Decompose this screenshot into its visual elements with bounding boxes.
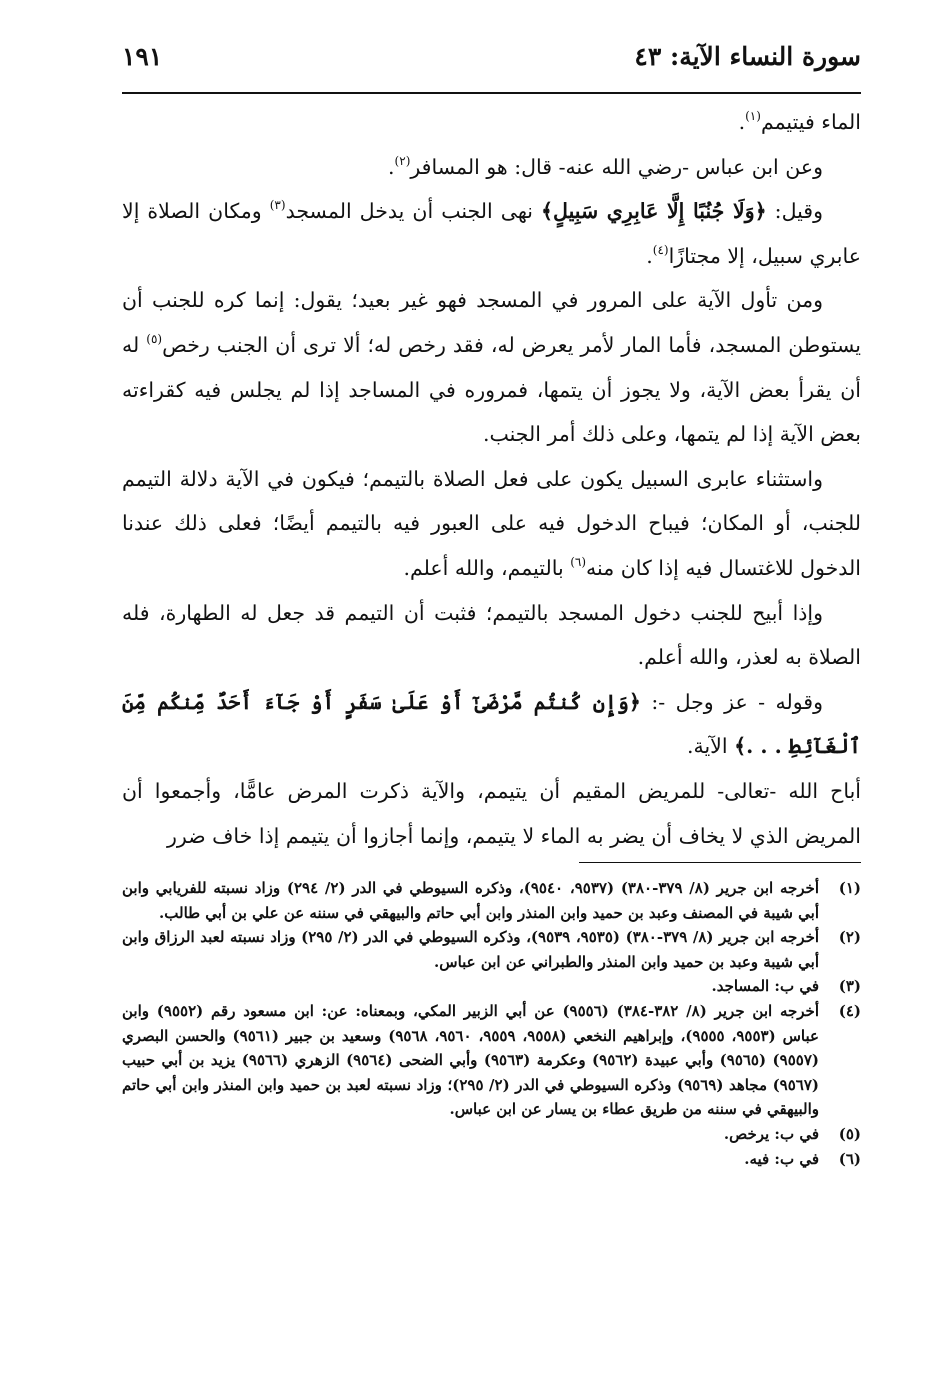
running-title: سورة النساء الآية: ٤٣: [634, 42, 861, 71]
main-text: [122, 100, 861, 858]
paragraph-3: وقيل: ﴿وَلَا جُنُبًا إِلَّا عَابِرِي سَبِيلٍ﴾ نهى الجنب أن يدخل المسجد$^{(٣)}$ ومكان الصلاة إلا عابري سبيل، إلا مجتازًا$^{(٤)}$.: [122, 198, 861, 268]
footnote-6: (٦) في ب: فيه.: [744, 1149, 861, 1168]
paragraph-5: واستثناء عابرى السبيل يكون على فعل الصلاة بالتيمم؛ فيكون في الآية دلالة التيمم للجنب، أو المكان؛ فيباح الدخول فيه على العبور فيه بالتيمم أيضًا؛ فعلى ذلك عندنا الدخول للاغتسال فيه إذا كان منه$^{(٦)}$ بالتيمم، والله أعلم.: [122, 466, 861, 580]
paragraph-2: وعن ابن عباس -رضي الله عنه- قال: هو المسافر$^{(٢)}$.: [388, 153, 823, 179]
footnote-ref: (١): [745, 109, 761, 123]
page-header: [122, 38, 861, 88]
footnote-4: (٤) أخرجه ابن جرير (٨/ ٣٨٢-٣٨٤) (٩٥٥٦) عن أبي الزبير المكي، وبمعناه: عن: ابن مسعود رقم (٩٥٥٢) وابن عباس (٩٥٥٣، ٩٥٥٥)، وإبراهيم النخعي (٩٥٥٨، ٩٥٥٩، ٩٥٦٠، ٩٥٦٨) وسعيد بن جبير (٩٥٦١) والحسن البصري (٩٥٥٧) (٩٥٦٥) وأبي عبيدة (٩٥٦٢) وعكرمة (٩٥٦٣) وأبي الضحى (٩٥٦٤) الزهري (٩٥٦٦) يزيد بن أبي حبيب (٩٥٦٧) مجاهد (٩٥٦٩) وذكره السيوطي في الدر (٢/ ٢٩٥)؛ وزاد نسبته لعبد بن حميد وابن المنذر وابن أبي حاتم والبيهقي في سننه من طريق عطاء بن يسار عن ابن عباس.: [122, 1001, 861, 1119]
paragraph-7: وقوله - عز وجل -: ﴿وَإِن كُنتُم مَّرْضَىٰٓ أَوْ عَلَىٰ سَفَرٍ أَوْ جَآءَ أَحَدٌ مِّنكُم مِّنَ ٱلْغَآئِطِ . . .﴾ الآية.: [122, 689, 861, 759]
footnote-3: (٣) في ب: المساجد.: [711, 977, 861, 996]
footnote-ref: (٦): [570, 554, 587, 569]
footnote-ref: (٢): [394, 153, 411, 168]
footnote-5: (٥) في ب: يرخص.: [723, 1124, 861, 1143]
paragraph-4: ومن تأول الآية على المرور في المسجد فهو غير بعيد؛ يقول: إنما كره للجنب أن يستوطن المسجد، فأما المار لأمر يعرض له، فقد رخص له؛ ألا ترى أن الجنب رخص$^{(٥)}$ له أن يقرأ بعض الآية، ولا يجوز أن يتمها، فمروره في المساجد إذا لم يجلس فيه كقراءته بعض الآية إذا لم يتمها، وعلى ذلك أمر الجنب.: [122, 288, 861, 447]
footnote-rule: [579, 862, 861, 863]
page-number: ١٩١: [122, 42, 163, 71]
footnotes: [122, 876, 861, 1171]
paragraph-1: الماء فيتيمم$^{(١)}$.: [738, 109, 861, 134]
quran-verse: ﴿وَلَا جُنُبًا إِلَّا عَابِرِي سَبِيلٍ﴾: [541, 199, 767, 224]
paragraph-6: وإذا أبيح للجنب دخول المسجد بالتيمم؛ فثبت أن التيمم قد جعل له الطهارة، فله الصلاة به لعذر، والله أعلم.: [122, 600, 861, 670]
header-rule: [122, 92, 861, 94]
footnote-ref: (٣): [269, 198, 286, 213]
footnote-ref: (٤): [652, 242, 669, 257]
footnote-2: (٢) أخرجه ابن جرير (٨/ ٣٧٩-٣٨٠) (٩٥٣٥، ٩٥٣٩)، وذكره السيوطي في الدر (٢/ ٢٩٥) وزاد نسبته لعبد الرزاق وابن أبي شيبة وعبد بن حميد وابن المنذر والطبراني عن ابن عباس.: [122, 928, 861, 971]
footnote-1: (١) أخرجه ابن جرير (٨/ ٣٧٩-٣٨٠) (٩٥٣٧، ٩٥٤٠)، وذكره السيوطي في الدر (٢/ ٢٩٤) وزاد نسبته للفريابي وابن أبي شيبة في المصنف وعبد بن حميد وابن المنذر وابن أبي حاتم والبيهقي في سننه عن علي بن أبي طالب.: [122, 879, 861, 922]
quran-verse: ﴿وَإِن كُنتُم مَّرْضَىٰٓ أَوْ عَلَىٰ سَفَرٍ أَوْ جَآءَ أَحَدٌ مِّنكُم مِّنَ ٱلْغَآئِطِ . . .﴾: [122, 689, 861, 759]
paragraph-8: أباح الله -تعالى- للمريض المقيم أن يتيمم، والآية ذكرت المرض عامًّا، وأجمعوا أن المريض الذي لا يخاف أن يضر به الماء لا يتيمم، وإنما أجازوا أن يتيمم إذا خاف ضرر: [122, 778, 861, 848]
footnote-ref: (٥): [146, 331, 163, 346]
